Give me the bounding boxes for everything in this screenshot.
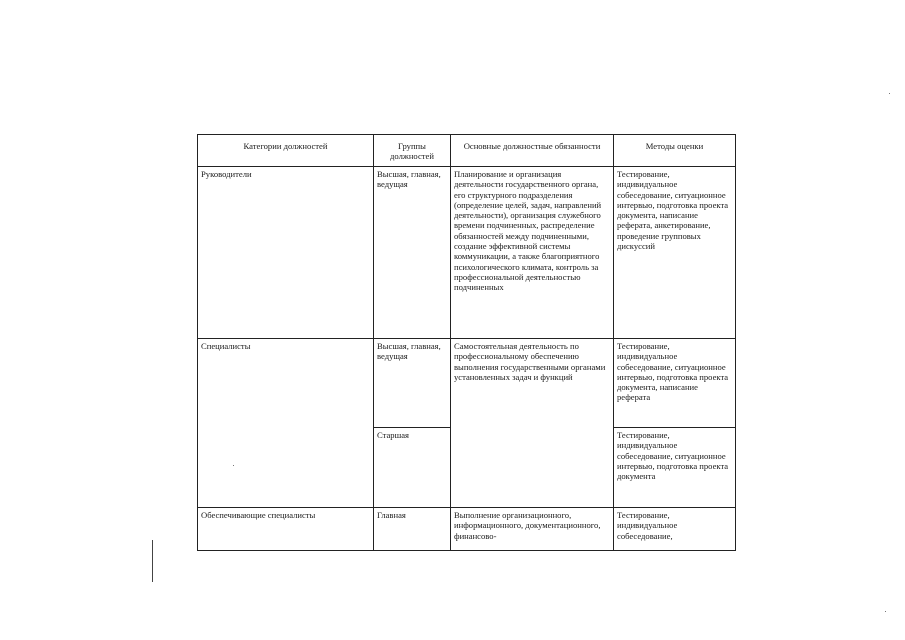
header-methods: Методы оценки <box>614 135 736 167</box>
cell-group: Главная <box>374 508 451 551</box>
cell-methods: Тестирование, индивидуальное собеседование, <box>614 508 736 551</box>
cell-duties: Выполнение организационного, информационного, документационного, финансово- <box>451 508 614 551</box>
table-row <box>198 167 736 339</box>
scan-speck <box>889 93 890 94</box>
cell-group: Высшая, главная, ведущая <box>374 167 451 339</box>
header-group: Группы должностей <box>374 135 451 167</box>
cell-duties: Планирование и организация деятельности государственного органа, его структурного подразделения (определение целей, задач, направлений деятельности), организация служебного времени подчиненных, распределение обязанностей между подчиненными, создание эффективной системы коммуникации, а также благоприятного психологического климата, контроль за профессиональной деятельностью подчиненных <box>451 167 614 339</box>
cell-category: Обеспечивающие специалисты <box>198 508 374 551</box>
header-duties: Основные должностные обязанности <box>451 135 614 167</box>
table-row <box>198 339 736 428</box>
cell-group: Старшая <box>374 428 451 508</box>
table-row <box>198 508 736 551</box>
table-header-row <box>198 135 736 167</box>
cell-methods: Тестирование, индивидуальное собеседование, ситуационное интервью, подготовка проекта документа, написание реферата, анкетирование, проведение групповых дискуссий <box>614 167 736 339</box>
cell-category: Руководители <box>198 167 374 339</box>
scan-speck <box>885 611 886 612</box>
cell-group: Высшая, главная, ведущая <box>374 339 451 428</box>
cell-methods: Тестирование, индивидуальное собеседование, ситуационное интервью, подготовка проекта документа, написание реферата <box>614 339 736 428</box>
scan-margin-line <box>152 540 153 582</box>
cell-duties: Самостоятельная деятельность по профессиональному обеспечению выполнения государственными органами установленных задач и функций <box>451 339 614 508</box>
cell-category: Специалисты <box>198 339 374 508</box>
scan-speck <box>233 465 234 466</box>
cell-methods: Тестирование, индивидуальное собеседование, ситуационное интервью, подготовка проекта документа <box>614 428 736 508</box>
positions-table <box>197 134 736 551</box>
header-category: Категории должностей <box>198 135 374 167</box>
